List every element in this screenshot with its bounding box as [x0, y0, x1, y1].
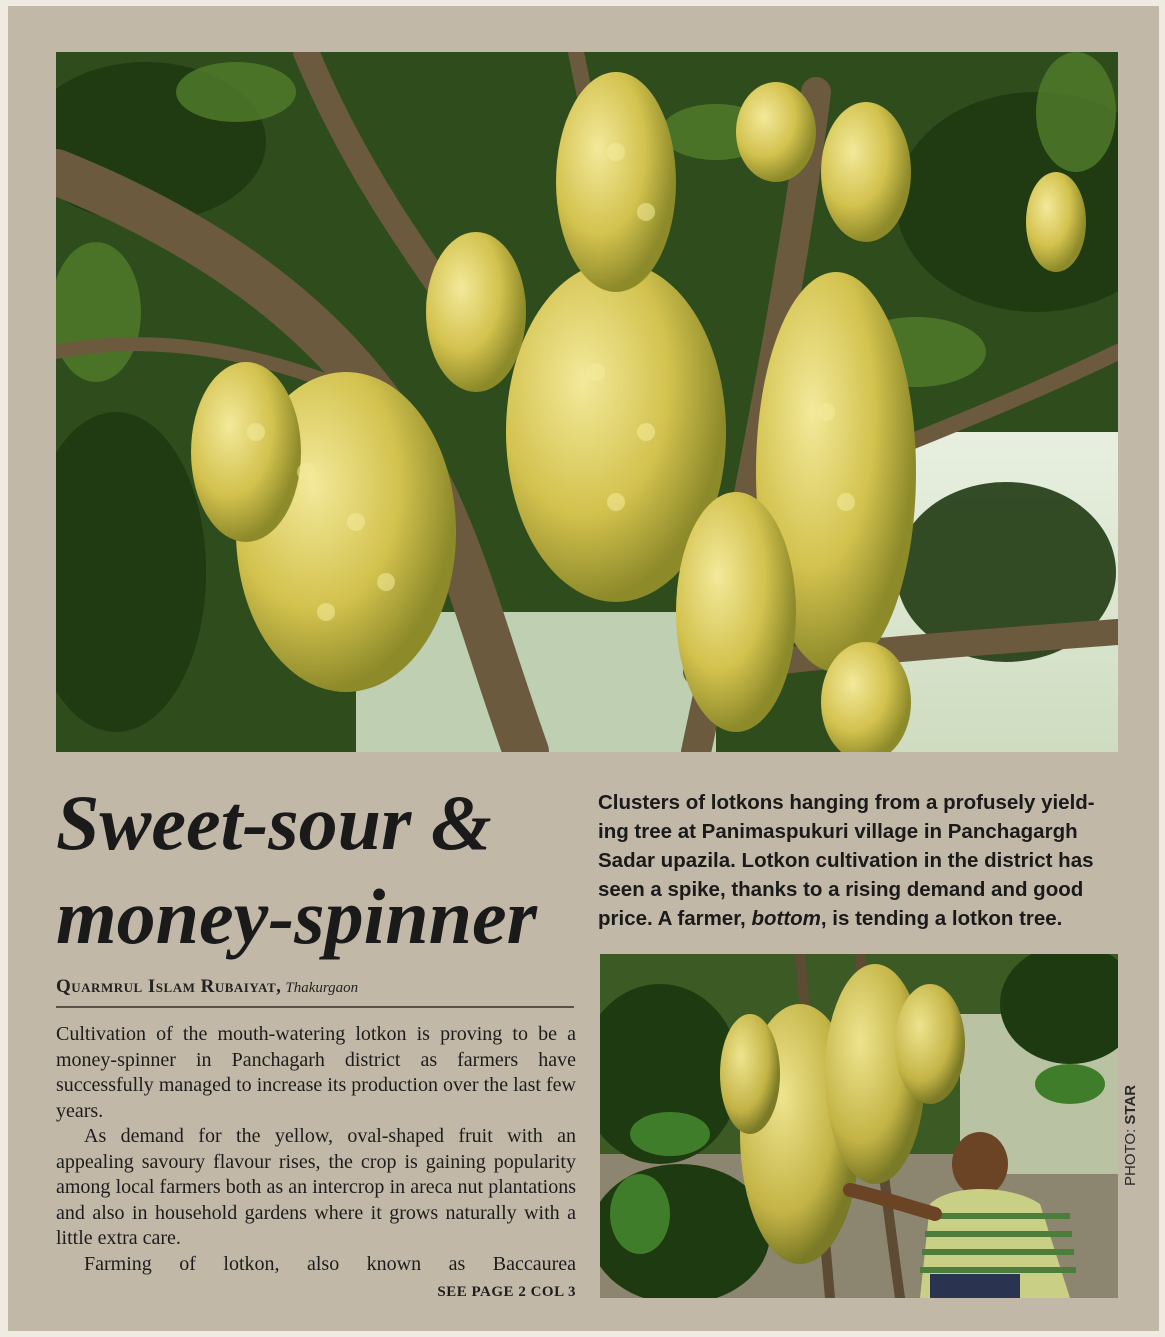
continuation-jump[interactable]: SEE PAGE 2 COL 3	[437, 1284, 576, 1300]
caption-emphasis: bottom	[751, 907, 821, 930]
headline	[56, 776, 586, 964]
photo-caption	[598, 788, 1118, 933]
lotkon-tree-photo	[56, 52, 1118, 752]
caption-text-end: , is tending a lotkon tree.	[820, 907, 1063, 930]
farmer-illustration	[600, 954, 1118, 1298]
caption-text: Clusters of lotkons hanging from a profusely yield-ing tree at Panimaspukuri village in Panchagargh Sadar upazila. Lotkon cultivation in the district has seen a spike, thanks to a rising demand and good price. A farmer,	[598, 791, 1095, 930]
headline-line-1: Sweet-sour &	[56, 779, 492, 866]
lotkon-tree-illustration	[56, 52, 1118, 752]
article-paragraph: Cultivation of the mouth-watering lotkon is proving to be a money-spinner in Panchagarh district as farmers have successfully managed to increase its production over the last few years.	[56, 1023, 576, 1122]
byline	[56, 976, 574, 1008]
author-location: Thakurgaon	[285, 980, 359, 996]
headline-line-2: money-spinner	[56, 873, 538, 960]
article-paragraph: Farming of lotkon, also known as Baccaurea	[84, 1252, 576, 1275]
farmer-photo	[600, 954, 1118, 1298]
credit-source: STAR	[1122, 1084, 1139, 1125]
article-body	[56, 1022, 576, 1277]
credit-prefix: PHOTO:	[1122, 1128, 1139, 1186]
article-paragraph: As demand for the yellow, oval-shaped fruit with an appealing savoury flavour rises, the crop is gaining popularity among local farmers both as an intercrop in areca nut plantations and also in household gardens where it grows naturally with a little extra care.	[56, 1125, 576, 1249]
photo-credit	[1122, 1066, 1142, 1186]
author-name: Quarmrul Islam Rubaiyat,	[56, 976, 282, 997]
